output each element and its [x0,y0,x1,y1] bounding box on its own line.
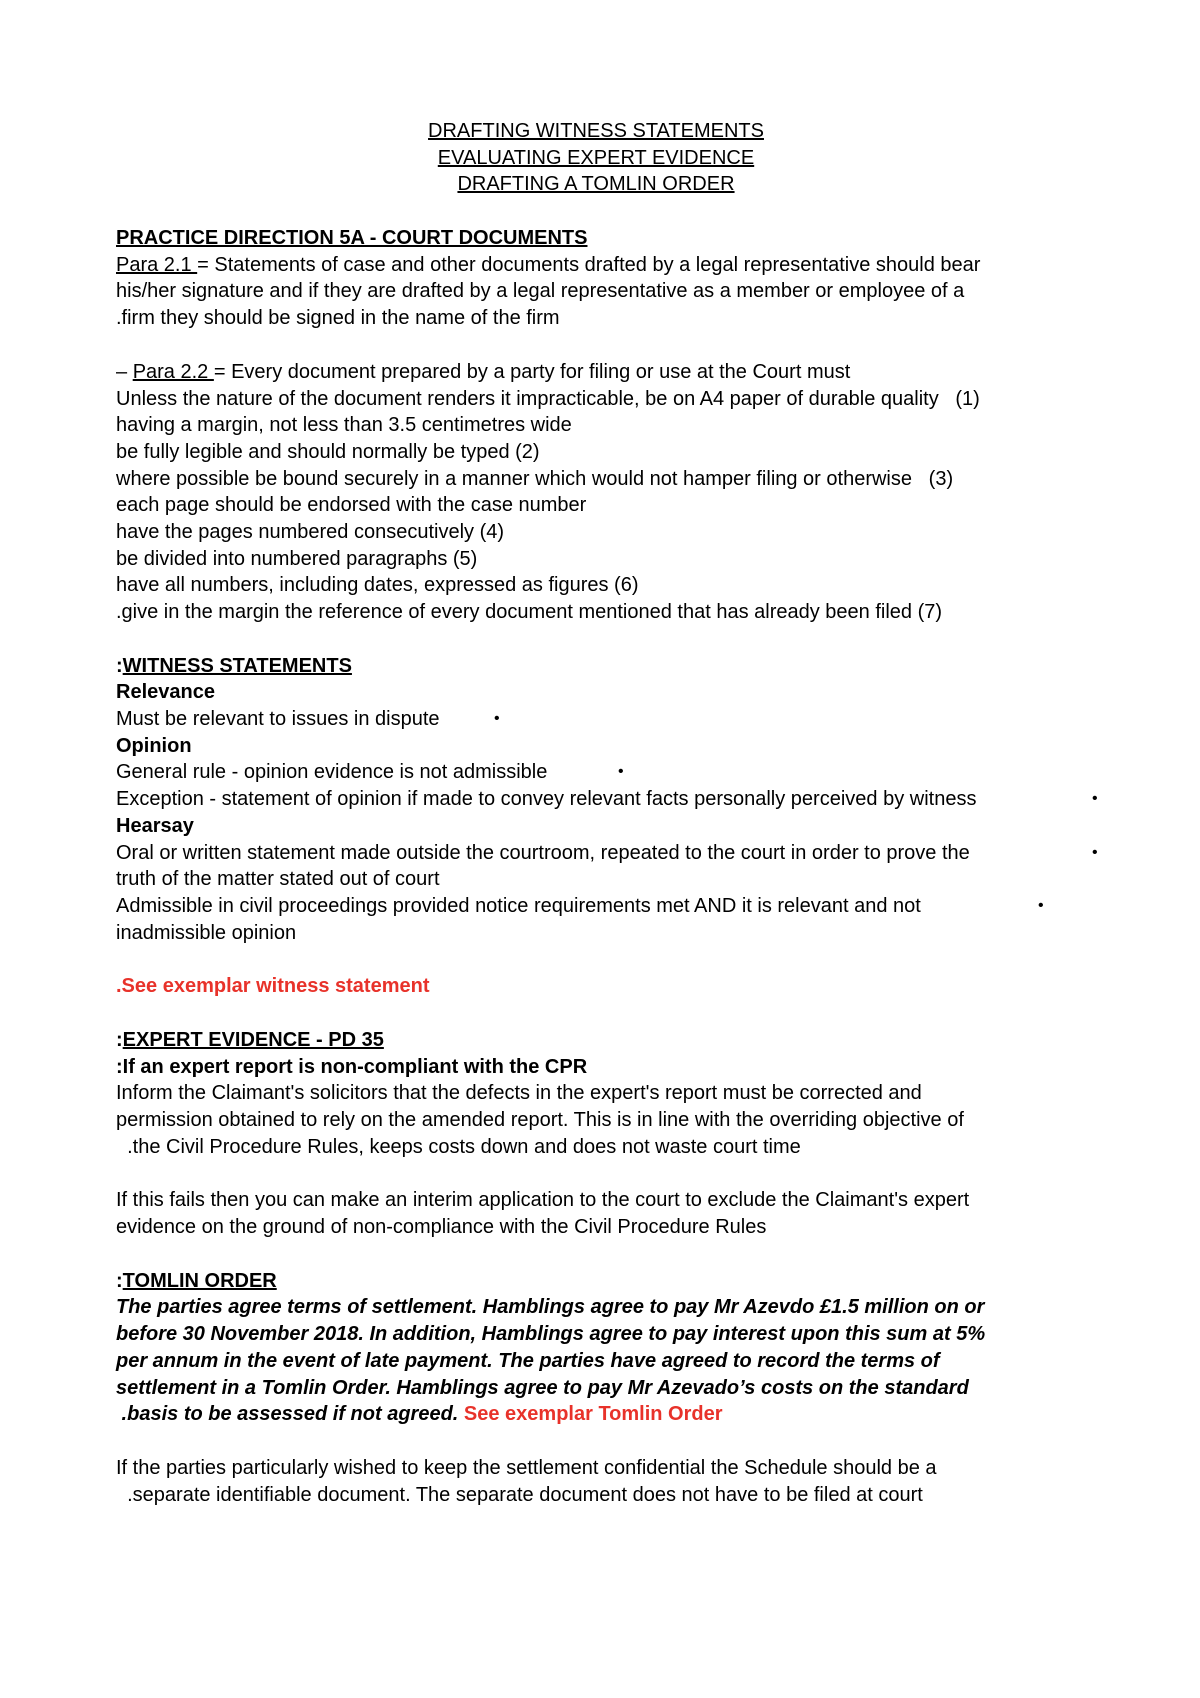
para21-line-1: Para 2.1 = Statements of case and other documents drafted by a legal representative should bear [116,253,981,276]
relevance-heading: Relevance [116,681,215,704]
expert-p2-line-1: If this fails then you can make an interim application to the court to exclude the Claimant's expert [116,1189,970,1212]
tomlin-bi-line-2: before 30 November 2018. In addition, Hamblings agree to pay interest upon this sum at 5% [116,1323,986,1346]
hearsay-heading: Hearsay [116,814,194,837]
pd5a-list-item: be fully legible and should normally be typed (2) [116,440,540,463]
witness-exemplar-link[interactable]: .See exemplar witness statement [116,975,430,998]
opinion-text-1: General rule - opinion evidence is not admissible • [116,759,1106,786]
expert-subheading: :If an expert report is non-compliant with the CPR [116,1055,588,1078]
expert-p1-line-2: permission obtained to rely on the amended report. This is in line with the overriding objective of [116,1109,964,1131]
expert-p2-line-2: evidence on the ground of non-compliance with the Civil Procedure Rules [116,1216,767,1239]
para22-line-1: – Para 2.2 = Every document prepared by a party for filing or use at the Court must [116,360,851,383]
para21-line-2: his/her signature and if they are drafted by a legal representative as a member or employee of a [116,280,965,303]
para21-ref: Para 2.1 [116,253,198,276]
para22-ref: Para 2.2 [132,360,214,383]
hearsay-text-2a: Admissible in civil proceedings provided notice requirements met AND it is relevant and not • [116,893,1106,920]
pd5a-list-item: .give in the margin the reference of every document mentioned that has already been filed (7) [116,601,943,623]
pd5a-list-item: have all numbers, including dates, expressed as figures (6) [116,574,639,597]
tomlin-p-line-2: .separate identifiable document. The separate document does not have to be filed at court [116,1483,923,1506]
title-line-1: DRAFTING WITNESS STATEMENTS [428,120,764,142]
tomlin-heading: :TOMLIN ORDER [116,1269,277,1292]
bullet-icon: • [1038,896,1044,914]
relevance-text: Must be relevant to issues in dispute • [116,706,1106,733]
bullet-icon: • [1092,790,1098,808]
title-line-3: DRAFTING A TOMLIN ORDER [457,173,735,196]
bullet-icon: • [494,710,500,728]
expert-p1-line-3: .the Civil Procedure Rules, keeps costs down and does not waste court time [116,1135,801,1158]
hearsay-text-1b: truth of the matter stated out of court [116,868,440,891]
opinion-text-2: Exception - statement of opinion if made to convey relevant facts personally perceived by witness • [116,786,1106,813]
tomlin-bi-line-1: The parties agree terms of settlement. Hamblings agree to pay Mr Azevdo £1.5 million on or [116,1296,985,1319]
expert-heading: :EXPERT EVIDENCE - PD 35 [116,1028,384,1051]
tomlin-bi-line-5: .basis to be assessed if not agreed. See exemplar Tomlin Order [116,1403,723,1426]
hearsay-text-1a: Oral or written statement made outside the courtroom, repeated to the court in order to prove the • [116,840,1106,867]
expert-p1-line-1: Inform the Claimant's solicitors that the defects in the expert's report must be corrected and [116,1082,922,1105]
tomlin-bi-line-4: settlement in a Tomlin Order. Hamblings agree to pay Mr Azevado’s costs on the standard [116,1376,969,1399]
pd5a-heading: PRACTICE DIRECTION 5A - COURT DOCUMENTS [116,227,588,250]
pd5a-list-item: Unless the nature of the document renders it impracticable, be on A4 paper of durable quality (1) [116,387,980,410]
pd5a-list-item: have the pages numbered consecutively (4) [116,520,505,543]
opinion-heading: Opinion [116,734,192,757]
document-content [116,118,1106,1508]
tomlin-bi-line-3: per annum in the event of late payment. The parties have agreed to record the terms of [116,1349,940,1372]
witness-heading: :WITNESS STATEMENTS [116,654,352,677]
para21-line-3: .firm they should be signed in the name of the firm [116,307,560,330]
tomlin-p-line-1: If the parties particularly wished to keep the settlement confidential the Schedule should be a [116,1456,937,1479]
bullet-icon: • [1092,843,1098,861]
title-line-2: EVALUATING EXPERT EVIDENCE [437,146,755,169]
pd5a-list-item: be divided into numbered paragraphs (5) [116,547,478,570]
tomlin-exemplar-link[interactable]: See exemplar Tomlin Order [463,1403,723,1426]
bullet-icon: • [618,763,624,781]
pd5a-list-item: where possible be bound securely in a manner which would not hamper filing or otherwise (3) [116,467,954,490]
hearsay-text-2b: inadmissible opinion [116,921,297,944]
pd5a-list-item: having a margin, not less than 3.5 centimetres wide [116,414,572,437]
pd5a-list-item: each page should be endorsed with the case number [116,494,587,517]
